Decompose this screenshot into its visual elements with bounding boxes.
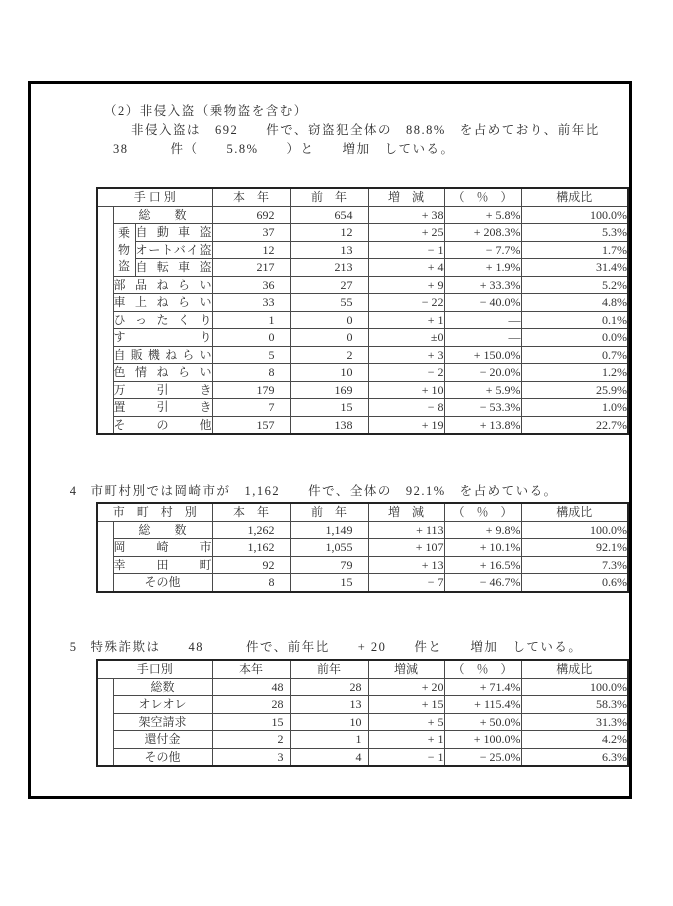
column-header: 増減 — [368, 660, 444, 678]
value-cell: 1,162 — [212, 539, 290, 557]
table-row — [97, 399, 628, 417]
row-label: 色情ねらい — [113, 365, 212, 379]
row-label: 置引き — [113, 400, 212, 414]
table-row — [97, 381, 628, 399]
row-label: 総 数 — [113, 521, 212, 539]
table-row — [97, 224, 628, 242]
value-cell: 13 — [290, 241, 368, 259]
value-cell: 0.7% — [521, 346, 628, 364]
table-row — [97, 241, 628, 259]
value-cell: + 5.8% — [444, 206, 521, 224]
value-cell: + 208.3% — [444, 224, 521, 242]
value-cell: + 5.9% — [444, 381, 521, 399]
column-header: 前年 — [290, 660, 368, 678]
value-cell: + 115.4% — [444, 696, 521, 714]
value-cell: 5.3% — [521, 224, 628, 242]
column-header: （ ％ ） — [444, 503, 521, 521]
value-cell: + 4 — [368, 259, 444, 277]
row-label: 自販機ねらい — [113, 347, 212, 362]
value-cell: + 150.0% — [444, 346, 521, 364]
table-row — [97, 713, 628, 731]
value-cell: − 1 — [368, 748, 444, 766]
value-cell: 92.1% — [521, 539, 628, 557]
value-cell: + 1 — [368, 731, 444, 749]
table-row — [97, 521, 628, 539]
value-cell: 48 — [212, 678, 290, 696]
value-cell: 654 — [290, 206, 368, 224]
value-cell: ― — [444, 311, 521, 329]
section-number: 5 — [69, 640, 78, 654]
section2-paragraph-line2: 38 件（ 5.8% ）と 増加 している。 — [113, 142, 455, 156]
table-row — [97, 696, 628, 714]
value-cell: 79 — [290, 556, 368, 574]
value-cell: ― — [444, 329, 521, 347]
row-label: 総 数 — [113, 206, 212, 224]
value-cell: − 20.0% — [444, 364, 521, 382]
value-cell: + 25 — [368, 224, 444, 242]
value-cell: 15 — [290, 574, 368, 592]
municipality-table — [96, 502, 629, 593]
value-cell: + 38 — [368, 206, 444, 224]
value-cell: 37 — [212, 224, 290, 242]
value-cell: 10 — [290, 713, 368, 731]
value-cell: 1 — [290, 731, 368, 749]
value-cell: 0 — [290, 311, 368, 329]
table-row — [97, 574, 628, 592]
value-cell: + 9.8% — [444, 521, 521, 539]
value-cell: 10 — [290, 364, 368, 382]
value-cell: 7.3% — [521, 556, 628, 574]
table-header-row — [97, 188, 628, 206]
value-cell: + 71.4% — [444, 678, 521, 696]
indent-cell — [97, 206, 113, 434]
column-header: 手 口 別 — [97, 188, 212, 206]
value-cell: 100.0% — [521, 206, 628, 224]
table-row — [97, 294, 628, 312]
value-cell: 12 — [290, 224, 368, 242]
value-cell: 28 — [212, 696, 290, 714]
column-header: 市 町 村 別 — [97, 503, 212, 521]
value-cell: 2 — [290, 346, 368, 364]
row-label: 部品ねらい — [113, 277, 212, 292]
document-page — [28, 81, 632, 799]
value-cell: + 13 — [368, 556, 444, 574]
value-cell: + 9 — [368, 276, 444, 294]
column-header: 本 年 — [212, 503, 290, 521]
column-header: （ ％ ） — [444, 188, 521, 206]
row-label: その他 — [113, 748, 212, 766]
value-cell: + 20 — [368, 678, 444, 696]
value-cell: 179 — [212, 381, 290, 399]
value-cell: + 15 — [368, 696, 444, 714]
value-cell: 28 — [290, 678, 368, 696]
table-row — [97, 311, 628, 329]
value-cell: + 10 — [368, 381, 444, 399]
value-cell: 0.1% — [521, 311, 628, 329]
row-label: 架空請求 — [113, 713, 212, 731]
value-cell: − 46.7% — [444, 574, 521, 592]
value-cell: 58.3% — [521, 696, 628, 714]
table-header-row — [97, 660, 628, 678]
indent-cell — [97, 521, 113, 592]
value-cell: 92 — [212, 556, 290, 574]
indent-cell — [97, 678, 113, 766]
nonintrusion-theft-table — [96, 187, 629, 435]
value-cell: 217 — [212, 259, 290, 277]
value-cell: 213 — [290, 259, 368, 277]
value-cell: 1,149 — [290, 521, 368, 539]
value-cell: + 1.9% — [444, 259, 521, 277]
table-row — [97, 346, 628, 364]
row-label: 車上ねらい — [113, 295, 212, 309]
row-label: オートバイ盗 — [135, 242, 212, 257]
value-cell: 13 — [290, 696, 368, 714]
value-cell: 33 — [212, 294, 290, 312]
value-cell: − 22 — [368, 294, 444, 312]
column-header: 増 減 — [368, 188, 444, 206]
value-cell: 3 — [212, 748, 290, 766]
row-label: 還付金 — [113, 731, 212, 749]
value-cell: − 8 — [368, 399, 444, 417]
value-cell: + 3 — [368, 346, 444, 364]
row-label: ひったくり — [113, 312, 212, 327]
row-label: 自動車盗 — [135, 225, 212, 239]
row-label: 総数 — [113, 678, 212, 696]
value-cell: 157 — [212, 416, 290, 434]
row-label: その他 — [113, 574, 212, 592]
table-row — [97, 206, 628, 224]
value-cell: + 50.0% — [444, 713, 521, 731]
value-cell: 12 — [212, 241, 290, 259]
value-cell: + 5 — [368, 713, 444, 731]
value-cell: 22.7% — [521, 416, 628, 434]
value-cell: 138 — [290, 416, 368, 434]
column-header: 前 年 — [290, 503, 368, 521]
value-cell: − 1 — [368, 241, 444, 259]
value-cell: 0 — [212, 329, 290, 347]
column-header: 構成比 — [521, 188, 628, 206]
value-cell: + 19 — [368, 416, 444, 434]
section5-text: 特殊詐欺は 48 件で、前年比 + 20 件と 増加 している。 — [90, 640, 583, 654]
value-cell: 0.6% — [521, 574, 628, 592]
table-row — [97, 416, 628, 434]
value-cell: − 25.0% — [444, 748, 521, 766]
row-label: 自転車盗 — [135, 260, 212, 274]
table-row — [97, 259, 628, 277]
group-label-vertical: 乗物盗 — [113, 224, 135, 277]
value-cell: 1 — [212, 311, 290, 329]
value-cell: 1,055 — [290, 539, 368, 557]
value-cell: 4 — [290, 748, 368, 766]
value-cell: + 113 — [368, 521, 444, 539]
column-header: 本年 — [212, 660, 290, 678]
value-cell: + 1 — [368, 311, 444, 329]
table-row — [97, 748, 628, 766]
row-label: 万引き — [113, 382, 212, 397]
value-cell: 100.0% — [521, 678, 628, 696]
value-cell: 36 — [212, 276, 290, 294]
value-cell: + 13.8% — [444, 416, 521, 434]
value-cell: 55 — [290, 294, 368, 312]
row-label: すり — [113, 330, 212, 344]
value-cell: 2 — [212, 731, 290, 749]
value-cell: 31.4% — [521, 259, 628, 277]
value-cell: 1.7% — [521, 241, 628, 259]
table-row — [97, 678, 628, 696]
row-label: 岡崎市 — [113, 540, 212, 554]
row-label: その他 — [113, 416, 212, 434]
value-cell: 7 — [212, 399, 290, 417]
value-cell: − 7.7% — [444, 241, 521, 259]
table-row — [97, 556, 628, 574]
value-cell: + 100.0% — [444, 731, 521, 749]
column-header: 本 年 — [212, 188, 290, 206]
column-header: 構成比 — [521, 503, 628, 521]
value-cell: + 33.3% — [444, 276, 521, 294]
value-cell: 1.2% — [521, 364, 628, 382]
value-cell: + 10.1% — [444, 539, 521, 557]
value-cell: 0.0% — [521, 329, 628, 347]
value-cell: + 107 — [368, 539, 444, 557]
value-cell: ±0 — [368, 329, 444, 347]
value-cell: 5.2% — [521, 276, 628, 294]
value-cell: 5 — [212, 346, 290, 364]
table-row — [97, 329, 628, 347]
value-cell: 1.0% — [521, 399, 628, 417]
section-number: 4 — [69, 484, 78, 498]
value-cell: 15 — [290, 399, 368, 417]
value-cell: + 16.5% — [444, 556, 521, 574]
section2-heading: （2）非侵入盗（乗物盗を含む） — [104, 104, 308, 118]
value-cell: − 7 — [368, 574, 444, 592]
value-cell: 100.0% — [521, 521, 628, 539]
table-row — [97, 731, 628, 749]
fraud-table — [96, 659, 629, 767]
value-cell: 4.2% — [521, 731, 628, 749]
section2-paragraph-line1: 非侵入盗は 692 件で、窃盗犯全体の 88.8% を占めており、前年比 — [131, 123, 600, 137]
value-cell: 27 — [290, 276, 368, 294]
value-cell: 6.3% — [521, 748, 628, 766]
value-cell: 25.9% — [521, 381, 628, 399]
value-cell: 4.8% — [521, 294, 628, 312]
column-header: 手口別 — [97, 660, 212, 678]
value-cell: 692 — [212, 206, 290, 224]
column-header: 増 減 — [368, 503, 444, 521]
value-cell: 169 — [290, 381, 368, 399]
table-header-row — [97, 503, 628, 521]
value-cell: − 53.3% — [444, 399, 521, 417]
column-header: （ ％ ） — [444, 660, 521, 678]
column-header: 構成比 — [521, 660, 628, 678]
table-row — [97, 539, 628, 557]
value-cell: 8 — [212, 364, 290, 382]
table-row — [97, 364, 628, 382]
value-cell: 15 — [212, 713, 290, 731]
column-header: 前 年 — [290, 188, 368, 206]
value-cell: 8 — [212, 574, 290, 592]
value-cell: − 40.0% — [444, 294, 521, 312]
row-label: オレオレ — [113, 696, 212, 714]
value-cell: − 2 — [368, 364, 444, 382]
value-cell: 31.3% — [521, 713, 628, 731]
section4-text: 市町村別では岡崎市が 1,162 件で、全体の 92.1% を占めている。 — [90, 484, 558, 498]
table-row — [97, 276, 628, 294]
row-label: 幸田町 — [113, 557, 212, 572]
value-cell: 1,262 — [212, 521, 290, 539]
value-cell: 0 — [290, 329, 368, 347]
